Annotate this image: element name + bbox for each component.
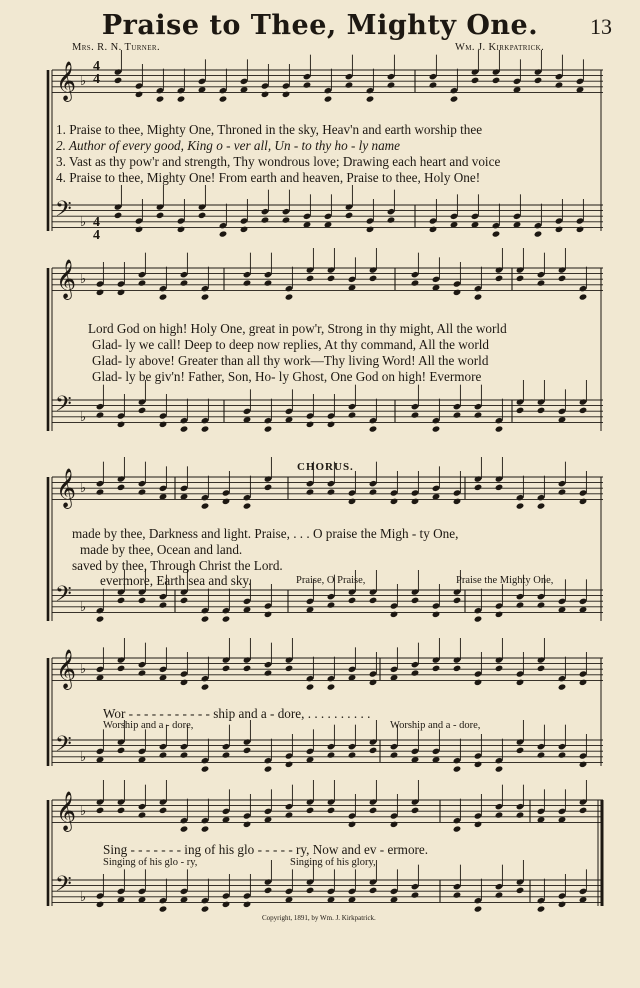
note-head	[516, 601, 525, 608]
note-head	[159, 751, 168, 758]
note-head	[474, 293, 483, 300]
key-flat-icon: ♭	[80, 662, 87, 678]
note-head	[180, 825, 189, 832]
note-head	[450, 95, 459, 102]
note-head	[366, 95, 375, 102]
note-head	[495, 765, 504, 772]
note-head	[201, 502, 210, 509]
note-head	[138, 407, 147, 414]
note-head	[348, 597, 357, 604]
note-head	[159, 807, 168, 814]
note-head	[243, 665, 252, 672]
note-head	[159, 293, 168, 300]
note-head	[537, 665, 546, 672]
note-head	[222, 901, 231, 908]
note-head	[243, 502, 252, 509]
note-head	[369, 488, 378, 495]
note-head	[180, 597, 189, 604]
note-head	[327, 807, 336, 814]
verse-4-line-3: evermore, Earth sea and sky.	[100, 573, 252, 588]
note-head	[222, 751, 231, 758]
verse-2-line-2: Glad- ly we call! Deep to deep now replies, At thy command, All the world	[92, 337, 489, 352]
note-head	[558, 275, 567, 282]
note-head	[96, 488, 105, 495]
treble-clef-icon: 𝄞	[56, 259, 77, 299]
note-head	[348, 498, 357, 505]
note-head	[516, 887, 525, 894]
note-head	[474, 484, 483, 491]
verse-3-line-2: Glad- ly above! Greater than all thy work—Thy living Word! All the world	[92, 353, 489, 368]
note-head	[387, 216, 396, 223]
bass-clef-icon: 𝄢	[55, 392, 72, 422]
note-head	[306, 887, 315, 894]
note-head	[96, 289, 105, 296]
verse-4-line-2: Glad- ly be giv'n! Father, Son, Ho- ly Ghost, One God on high! Evermore	[92, 369, 482, 384]
note-head	[117, 421, 126, 428]
note-head	[327, 488, 336, 495]
note-head	[537, 407, 546, 414]
key-flat-icon: ♭	[80, 804, 87, 820]
note-head	[117, 597, 126, 604]
note-head	[243, 279, 252, 286]
treble-lyric-worship: Wor - - - - - - - - - - - ship and a - dore, . . . . . . . . . .	[103, 706, 371, 721]
note-head	[534, 77, 543, 84]
key-flat-icon: ♭	[80, 599, 87, 615]
note-head	[264, 669, 273, 676]
note-head	[243, 747, 252, 754]
note-head	[159, 905, 168, 912]
note-head	[138, 597, 147, 604]
note-head	[180, 751, 189, 758]
note-head	[474, 821, 483, 828]
note-head	[285, 761, 294, 768]
note-head	[453, 665, 462, 672]
note-head	[243, 821, 252, 828]
note-head	[327, 601, 336, 608]
note-head	[264, 765, 273, 772]
note-head	[117, 747, 126, 754]
note-head	[516, 502, 525, 509]
note-head	[219, 230, 228, 237]
composer-credit: Wm. J. Kirkpatrick.	[455, 42, 545, 53]
note-head	[138, 279, 147, 286]
note-head	[138, 669, 147, 676]
note-head	[495, 665, 504, 672]
note-head	[345, 212, 354, 219]
note-head	[117, 289, 126, 296]
note-head	[432, 665, 441, 672]
note-head	[411, 411, 420, 418]
note-head	[369, 747, 378, 754]
note-head	[537, 279, 546, 286]
note-head	[537, 601, 546, 608]
note-head	[219, 95, 228, 102]
note-head	[282, 216, 291, 223]
note-head	[285, 293, 294, 300]
note-head	[306, 275, 315, 282]
note-head	[411, 807, 420, 814]
note-head	[516, 275, 525, 282]
bass-lyric-praise: Praise, O Praise,	[296, 575, 366, 586]
note-head	[201, 825, 210, 832]
note-head	[201, 765, 210, 772]
note-head	[348, 411, 357, 418]
note-head	[135, 226, 144, 233]
note-head	[243, 901, 252, 908]
page-number: 13	[590, 14, 612, 39]
note-head	[453, 597, 462, 604]
bass-clef-icon: 𝄢	[55, 872, 72, 902]
verse-3-line-1: 3. Vast as thy pow'r and strength, Thy wondrous love; Drawing each heart and voice	[56, 154, 501, 169]
note-head	[348, 821, 357, 828]
note-head	[555, 226, 564, 233]
note-head	[453, 411, 462, 418]
note-head	[495, 275, 504, 282]
time-signature-bass: 4 4	[93, 215, 100, 243]
note-head	[282, 91, 291, 98]
note-head	[177, 95, 186, 102]
note-head	[327, 751, 336, 758]
note-head	[198, 212, 207, 219]
note-head	[96, 615, 105, 622]
verse-1-line-3: made by thee, Darkness and light. Praise, . . . O praise the Migh - ty One,	[72, 526, 459, 541]
bass-clef-icon: 𝄢	[55, 732, 72, 762]
note-head	[369, 807, 378, 814]
note-head	[576, 226, 585, 233]
note-head	[534, 230, 543, 237]
note-head	[114, 212, 123, 219]
note-head	[306, 683, 315, 690]
note-head	[327, 683, 336, 690]
note-head	[201, 425, 210, 432]
note-head	[390, 821, 399, 828]
note-head	[117, 665, 126, 672]
note-head	[579, 293, 588, 300]
key-flat-icon: ♭	[80, 481, 87, 497]
note-head	[135, 91, 144, 98]
note-head	[516, 679, 525, 686]
note-head	[411, 279, 420, 286]
note-head	[240, 226, 249, 233]
note-head	[96, 411, 105, 418]
note-head	[222, 498, 231, 505]
note-head	[369, 425, 378, 432]
note-head	[222, 615, 231, 622]
note-head	[156, 212, 165, 219]
note-head	[324, 95, 333, 102]
bass-lyric-singing-1: Singing of his glo - ry,	[103, 857, 198, 868]
treble-clef-icon: 𝄞	[56, 791, 77, 831]
note-head	[348, 751, 357, 758]
note-head	[474, 905, 483, 912]
note-head	[261, 216, 270, 223]
note-head	[537, 751, 546, 758]
note-head	[453, 765, 462, 772]
note-head	[432, 611, 441, 618]
note-head	[390, 751, 399, 758]
note-head	[303, 81, 312, 88]
lyricist-credit: Mrs. R. N. Turner.	[72, 42, 161, 53]
note-head	[579, 498, 588, 505]
note-head	[369, 597, 378, 604]
copyright-notice: Copyright, 1891, by Wm. J. Kirkpatrick.	[262, 914, 376, 922]
note-head	[495, 425, 504, 432]
note-head	[96, 901, 105, 908]
note-head	[579, 807, 588, 814]
bass-clef-icon: 𝄢	[55, 582, 72, 612]
note-head	[390, 498, 399, 505]
note-head	[306, 421, 315, 428]
note-head	[537, 905, 546, 912]
note-head	[492, 77, 501, 84]
note-head	[264, 484, 273, 491]
note-head	[453, 498, 462, 505]
bass-lyric-worship-1: Worship and a - dore,	[103, 720, 194, 731]
note-head	[558, 751, 567, 758]
note-head	[474, 679, 483, 686]
key-flat-icon: ♭	[80, 272, 87, 288]
treble-clef-icon: 𝄞	[56, 649, 77, 689]
hymn-title: Praise to Thee, Mighty One.	[101, 10, 539, 41]
note-head	[369, 275, 378, 282]
note-head	[516, 747, 525, 754]
note-head	[327, 421, 336, 428]
note-head	[390, 611, 399, 618]
key-flat-icon: ♭	[80, 74, 87, 90]
note-head	[369, 679, 378, 686]
note-head	[306, 807, 315, 814]
verse-1-line-2: Lord God on high! Holy One, great in pow'r, Strong in thy might, All the world	[88, 321, 507, 336]
note-head	[201, 615, 210, 622]
note-head	[285, 811, 294, 818]
note-head	[411, 597, 420, 604]
note-head	[177, 226, 186, 233]
bass-lyric-worship-2: Worship and a - dore,	[390, 720, 481, 731]
note-head	[180, 425, 189, 432]
note-head	[264, 611, 273, 618]
treble-clef-icon: 𝄞	[56, 61, 77, 101]
note-head	[264, 279, 273, 286]
time-signature-treble: 4 4	[93, 59, 100, 87]
note-head	[285, 665, 294, 672]
note-head	[555, 81, 564, 88]
chorus-label: CHORUS.	[297, 461, 354, 473]
note-head	[495, 611, 504, 618]
note-head	[114, 77, 123, 84]
note-head	[159, 601, 168, 608]
note-head	[474, 615, 483, 622]
note-head	[180, 279, 189, 286]
note-head	[156, 95, 165, 102]
note-head	[516, 407, 525, 414]
note-head	[429, 81, 438, 88]
note-head	[537, 502, 546, 509]
note-head	[432, 425, 441, 432]
note-head	[96, 807, 105, 814]
note-head	[411, 498, 420, 505]
note-head	[117, 484, 126, 491]
verse-2-line-1: 2. Author of every good, King o - ver all, Un - to thy ho - ly name	[56, 138, 401, 153]
key-flat-icon: ♭	[80, 214, 87, 230]
key-flat-icon: ♭	[80, 749, 87, 765]
note-head	[264, 887, 273, 894]
note-head	[387, 81, 396, 88]
note-head	[411, 669, 420, 676]
note-head	[579, 761, 588, 768]
note-head	[429, 226, 438, 233]
verse-4-line-1: 4. Praise to thee, Mighty One! From earth and heaven, Praise to thee, Holy One!	[56, 170, 481, 185]
verse-1-line-1: 1. Praise to thee, Mighty One, Throned in the sky, Heav'n and earth worship thee	[56, 122, 483, 137]
note-head	[222, 665, 231, 672]
treble-clef-icon: 𝄞	[56, 468, 77, 508]
note-head	[261, 91, 270, 98]
note-head	[579, 407, 588, 414]
note-head	[327, 275, 336, 282]
note-head	[201, 293, 210, 300]
note-head	[579, 679, 588, 686]
note-head	[558, 488, 567, 495]
note-head	[492, 230, 501, 237]
note-head	[453, 825, 462, 832]
note-head	[264, 425, 273, 432]
note-head	[411, 891, 420, 898]
note-head	[516, 811, 525, 818]
note-head	[453, 289, 462, 296]
treble-lyric-singing: Sing - - - - - - - ing of his glo - - - - - ry, Now and ev - ermore.	[103, 842, 429, 857]
note-head	[558, 683, 567, 690]
note-head	[474, 411, 483, 418]
note-head	[159, 421, 168, 428]
bass-lyric-praise-mighty: Praise the Mighty One,	[456, 575, 554, 586]
note-head	[495, 484, 504, 491]
bass-clef-icon: 𝄢	[55, 197, 72, 227]
note-head	[201, 683, 210, 690]
note-head	[201, 905, 210, 912]
key-flat-icon: ♭	[80, 889, 87, 905]
note-head	[369, 887, 378, 894]
note-head	[306, 488, 315, 495]
note-head	[138, 811, 147, 818]
note-head	[366, 226, 375, 233]
note-head	[495, 891, 504, 898]
note-head	[345, 81, 354, 88]
note-head	[495, 811, 504, 818]
note-head	[474, 761, 483, 768]
key-flat-icon: ♭	[80, 409, 87, 425]
note-head	[471, 77, 480, 84]
verse-2-line-3: made by thee, Ocean and land.	[80, 542, 243, 557]
verse-3-line-3: saved by thee, Through Christ the Lord.	[72, 558, 283, 573]
note-head	[117, 807, 126, 814]
note-head	[453, 891, 462, 898]
note-head	[138, 488, 147, 495]
bass-lyric-singing-2: Singing of his glory,	[290, 857, 376, 868]
note-head	[558, 901, 567, 908]
note-head	[180, 679, 189, 686]
